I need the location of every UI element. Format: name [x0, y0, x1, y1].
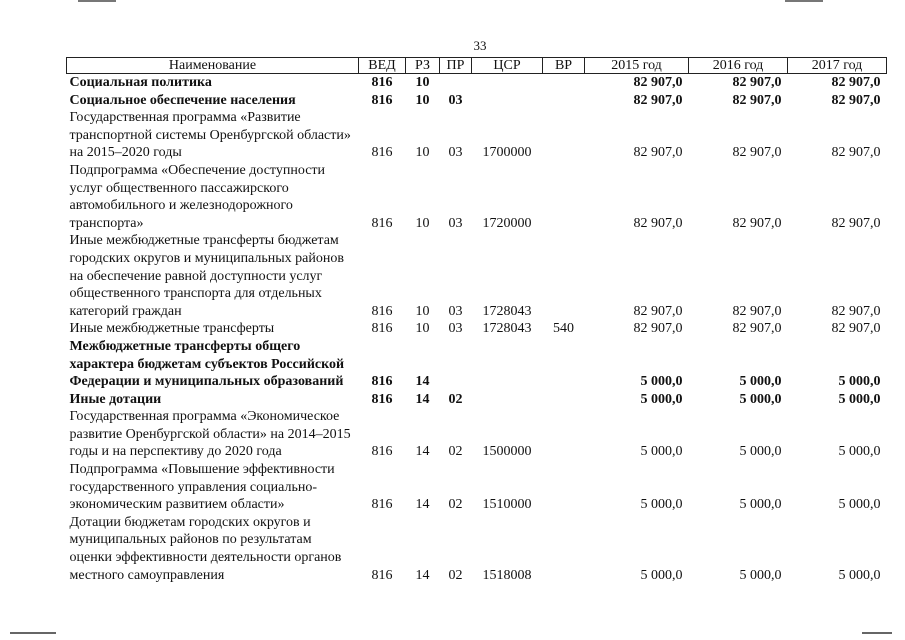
table-row: [67, 232, 887, 320]
page-top-edge: [78, 0, 116, 2]
row-vr: [543, 109, 585, 162]
table-row: [67, 320, 887, 338]
row-rz: 14: [415, 497, 430, 513]
row-name: Подпрограмма «Обеспечение доступности услуг общественного пассажирского автомобильного и железнодорожного транспорта»: [69, 162, 326, 231]
row-2017: 82 907,0: [831, 303, 881, 319]
header-rz: РЗ: [406, 58, 440, 74]
table-row: [67, 461, 887, 514]
row-pr: 03: [448, 215, 463, 231]
row-rz: 10: [415, 92, 430, 108]
row-ved: 816: [371, 374, 393, 390]
header-name: Наименование: [67, 58, 359, 74]
row-vr: 540: [553, 321, 574, 337]
row-ved: 816: [371, 215, 393, 231]
budget-table: [66, 57, 887, 584]
row-rz: 14: [415, 567, 430, 583]
header-ved: ВЕД: [359, 58, 406, 74]
row-name: Социальная политика: [69, 75, 212, 90]
row-rz: 14: [415, 391, 430, 407]
table-row: [67, 109, 887, 162]
row-name: Государственная программа «Развитие транспортной системы Оренбургской области» на 2015–2020 годы: [69, 110, 351, 161]
row-2017: 5 000,0: [838, 391, 881, 407]
header-2016: 2016 год: [689, 58, 788, 74]
row-2017: 82 907,0: [831, 92, 881, 108]
row-ved: 816: [371, 444, 393, 460]
row-2016: 82 907,0: [732, 215, 782, 231]
row-2015: 82 907,0: [633, 215, 683, 231]
row-2015: 5 000,0: [640, 391, 683, 407]
table-row: [67, 514, 887, 584]
table-row: [67, 338, 887, 391]
row-name: Дотации бюджетам городских округов и муниципальных районов по результатам оценки эффективности деятельности органов местного самоуправления: [69, 514, 342, 583]
row-rz: 10: [415, 215, 430, 231]
row-2017: 5 000,0: [838, 497, 881, 513]
row-vr: [543, 461, 585, 514]
row-csr: [472, 391, 543, 409]
row-2015: 5 000,0: [640, 374, 683, 390]
page-bottom-edge: [10, 632, 56, 634]
row-rz: 10: [415, 321, 430, 337]
row-pr: 02: [448, 391, 463, 407]
row-csr: 1518008: [482, 567, 532, 583]
row-rz: 10: [415, 145, 430, 161]
row-name: Государственная программа «Экономическое развитие Оренбургской области» на 2014–2015 годы и на перспективу до 2020 года: [69, 409, 351, 460]
row-2015: 5 000,0: [640, 497, 683, 513]
page-bottom-edge: [862, 632, 892, 634]
row-2017: 82 907,0: [831, 321, 881, 337]
table-row: [67, 391, 887, 409]
row-ved: 816: [371, 303, 393, 319]
row-csr: 1728043: [482, 303, 532, 319]
row-2017: 5 000,0: [838, 444, 881, 460]
row-ved: 816: [371, 145, 393, 161]
row-csr: [472, 74, 543, 92]
row-name: Иные межбюджетные трансферты: [69, 321, 275, 337]
row-vr: [543, 514, 585, 584]
row-2016: 82 907,0: [732, 92, 782, 108]
row-csr: 1720000: [482, 215, 532, 231]
row-2017: 5 000,0: [838, 374, 881, 390]
row-2015: 82 907,0: [633, 145, 683, 161]
row-rz: 14: [415, 444, 430, 460]
header-vr: ВР: [543, 58, 585, 74]
row-2015: 82 907,0: [633, 75, 683, 90]
row-vr: [543, 162, 585, 232]
row-ved: 816: [371, 497, 393, 513]
row-name: Иные дотации: [69, 391, 162, 407]
row-pr: [440, 338, 472, 391]
row-ved: 816: [371, 321, 393, 337]
row-csr: 1500000: [482, 444, 532, 460]
row-csr: 1700000: [482, 145, 532, 161]
row-2017: 82 907,0: [831, 75, 881, 90]
row-2016: 5 000,0: [739, 497, 782, 513]
row-csr: 1510000: [482, 497, 532, 513]
row-vr: [543, 92, 585, 110]
row-2016: 5 000,0: [739, 391, 782, 407]
row-rz: 10: [415, 75, 430, 90]
row-2015: 5 000,0: [640, 567, 683, 583]
page-number: 33: [473, 38, 487, 53]
row-vr: [543, 74, 585, 92]
row-2016: 82 907,0: [732, 75, 782, 90]
row-pr: 03: [448, 92, 463, 108]
row-2015: 82 907,0: [633, 92, 683, 108]
row-2016: 5 000,0: [739, 444, 782, 460]
row-name: Межбюджетные трансферты общего характера бюджетам субъектов Российской Федерации и муниципальных образований: [69, 338, 345, 390]
row-vr: [543, 232, 585, 320]
row-name: Социальное обеспечение населения: [69, 92, 296, 108]
row-2015: 82 907,0: [633, 321, 683, 337]
row-2017: 82 907,0: [831, 145, 881, 161]
row-2015: 82 907,0: [633, 303, 683, 319]
header-2017: 2017 год: [788, 58, 887, 74]
row-2016: 5 000,0: [739, 374, 782, 390]
row-csr: [472, 338, 543, 391]
row-pr: 02: [448, 567, 463, 583]
header-pr: ПР: [440, 58, 472, 74]
table-row: [67, 74, 887, 92]
table-row: [67, 92, 887, 110]
table-header-row: [67, 58, 887, 74]
row-name: Иные межбюджетные трансферты бюджетам городских округов и муниципальных районов на обеспечение равной доступности услуг общественного транспорта для отдельных категорий граждан: [69, 233, 344, 319]
row-pr: 03: [448, 145, 463, 161]
row-csr: [472, 92, 543, 110]
header-2015: 2015 год: [585, 58, 689, 74]
row-ved: 816: [371, 391, 393, 407]
row-pr: 03: [448, 321, 463, 337]
row-2017: 5 000,0: [838, 567, 881, 583]
row-ved: 816: [371, 75, 393, 90]
row-2016: 82 907,0: [732, 145, 782, 161]
row-vr: [543, 408, 585, 461]
row-2016: 5 000,0: [739, 567, 782, 583]
row-rz: 10: [415, 303, 430, 319]
row-2016: 82 907,0: [732, 321, 782, 337]
row-name: Подпрограмма «Повышение эффективности государственного управления социально-экономическим развитием области»: [69, 462, 335, 513]
row-2017: 82 907,0: [831, 215, 881, 231]
row-pr: 03: [448, 303, 463, 319]
row-rz: 14: [415, 374, 430, 390]
row-ved: 816: [371, 92, 393, 108]
header-csr: ЦСР: [472, 58, 543, 74]
table-row: [67, 162, 887, 232]
row-pr: 02: [448, 444, 463, 460]
row-csr: 1728043: [482, 321, 532, 337]
row-pr: 02: [448, 497, 463, 513]
row-vr: [543, 338, 585, 391]
page-top-edge: [785, 0, 823, 2]
row-pr: [440, 74, 472, 92]
row-vr: [543, 391, 585, 409]
row-ved: 816: [371, 567, 393, 583]
table-row: [67, 408, 887, 461]
row-2015: 5 000,0: [640, 444, 683, 460]
row-2016: 82 907,0: [732, 303, 782, 319]
